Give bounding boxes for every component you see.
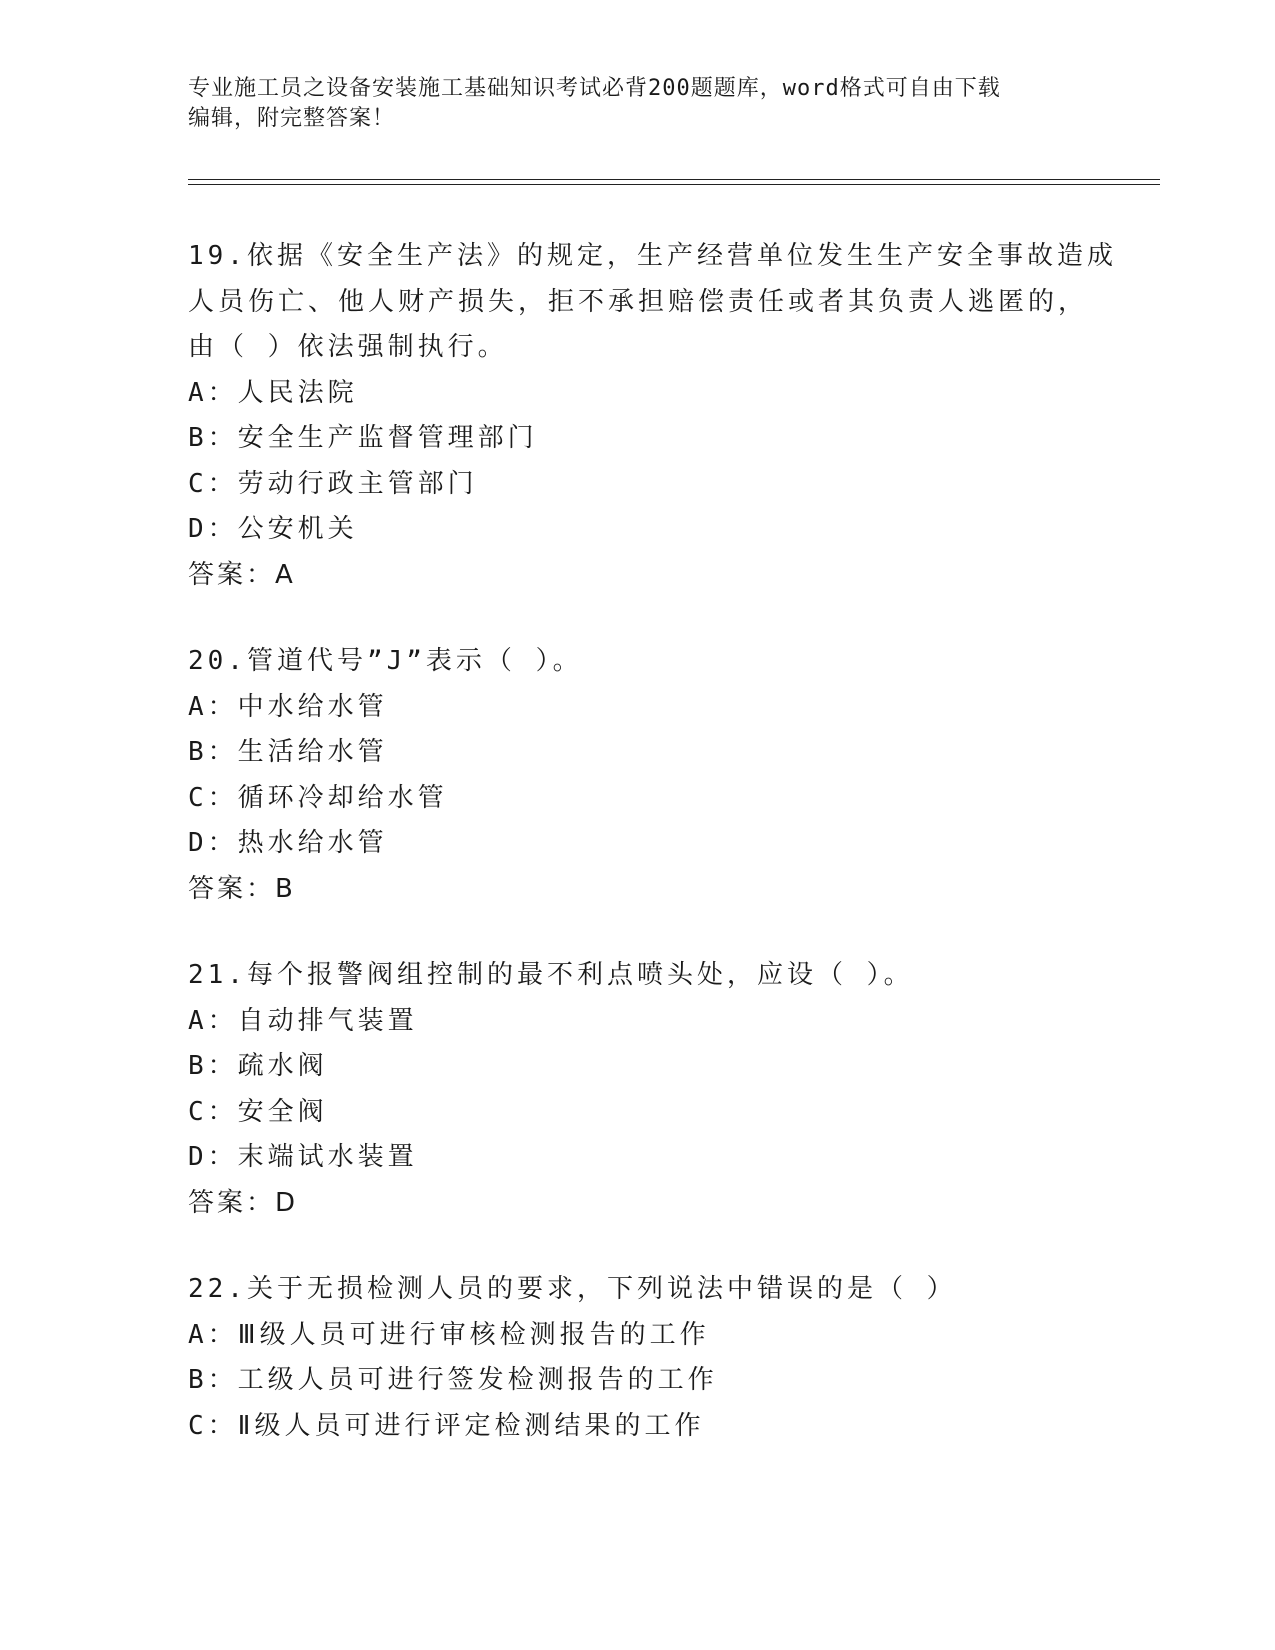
option-b: B：安全生产监督管理部门: [188, 423, 538, 453]
option-a: A：自动排气装置: [188, 1005, 418, 1036]
header-divider-top: [188, 179, 1160, 180]
question-21: [188, 953, 1168, 1226]
option-c: C：劳动行政主管部门: [188, 468, 478, 499]
question-stem: 21.每个报警阀组控制的最不利点喷头处，应设（ ）。: [188, 960, 914, 990]
option-d: D：热水给水管: [188, 828, 388, 858]
document-header: [188, 74, 1088, 134]
header-line-1: 专业施工员之设备安装施工基础知识考试必背200题题库，word格式可自由下载: [188, 76, 1001, 101]
option-a: A：人民法院: [188, 377, 358, 408]
question-22: [188, 1267, 1168, 1449]
question-stem: 人员伤亡、他人财产损失，拒不承担赔偿责任或者其负责人逃匿的，: [188, 286, 1089, 317]
answer: 答案：D: [188, 1187, 299, 1218]
header-line-2: 编辑，附完整答案！: [188, 106, 396, 131]
option-b: B：工级人员可进行签发检测报告的工作: [188, 1365, 718, 1395]
question-stem: 由（ ）依法强制执行。: [188, 332, 508, 362]
question-stem: 20.管道代号”J”表示（ ）。: [188, 646, 583, 676]
option-c: C：安全阀: [188, 1096, 328, 1127]
question-list: [188, 234, 1168, 1490]
question-20: [188, 639, 1168, 912]
option-d: D：末端试水装置: [188, 1142, 418, 1172]
option-a: A：Ⅲ级人员可进行审核检测报告的工作: [188, 1319, 710, 1350]
question-stem: 22.关于无损检测人员的要求，下列说法中错误的是（ ）: [188, 1274, 957, 1304]
option-c: C：Ⅱ级人员可进行评定检测结果的工作: [188, 1410, 705, 1441]
option-b: B：疏水阀: [188, 1051, 328, 1081]
option-d: D：公安机关: [188, 514, 358, 544]
option-c: C：循环冷却给水管: [188, 782, 448, 813]
option-b: B：生活给水管: [188, 737, 388, 767]
option-a: A：中水给水管: [188, 691, 388, 722]
answer: 答案：B: [188, 873, 296, 904]
answer: 答案：A: [188, 559, 296, 590]
question-19: [188, 234, 1168, 598]
question-stem: 19.依据《安全生产法》的规定，生产经营单位发生生产安全事故造成: [188, 241, 1117, 271]
header-divider-bottom: [188, 184, 1160, 185]
